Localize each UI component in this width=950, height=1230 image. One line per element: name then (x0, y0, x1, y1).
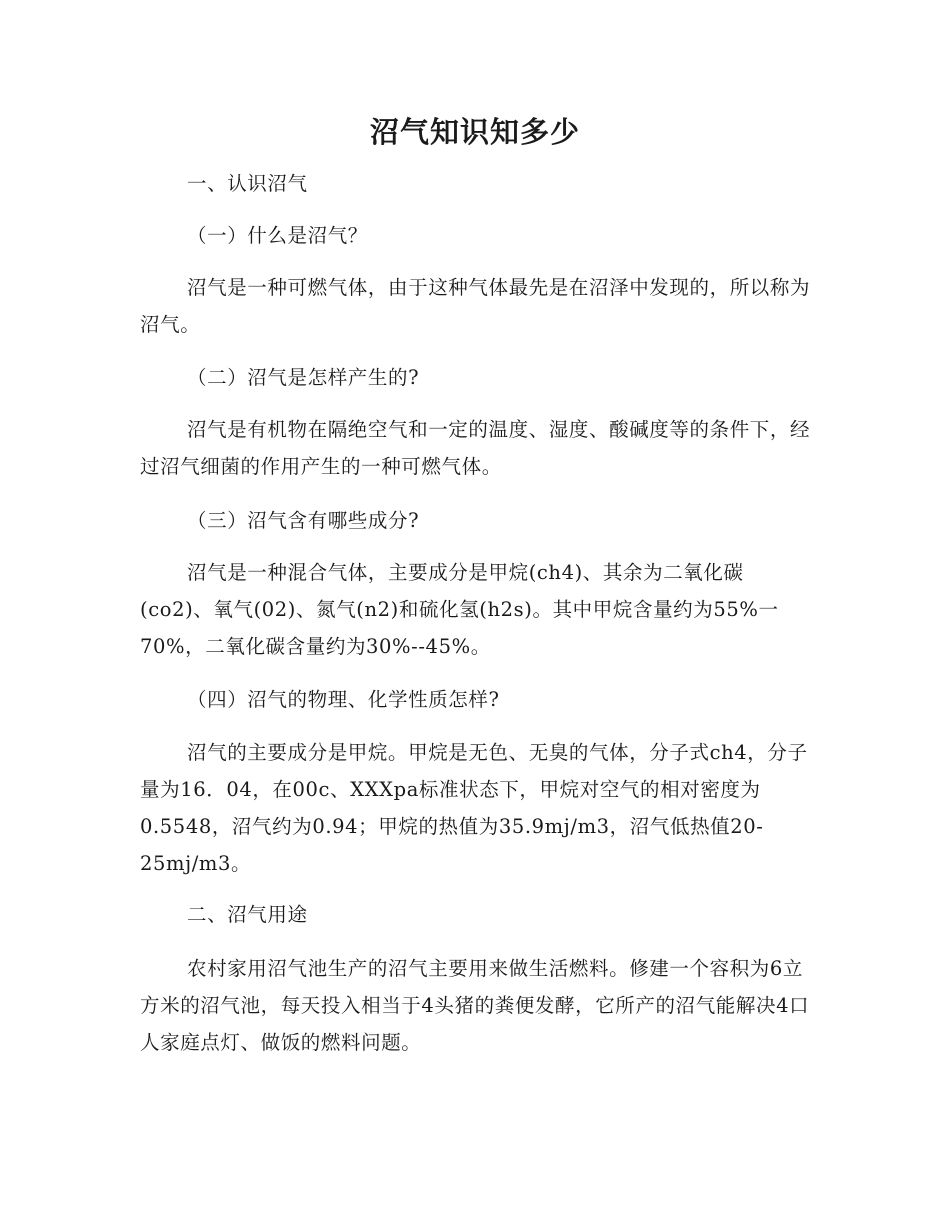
subheading-properties: （四）沼气的物理、化学性质怎样? (187, 688, 500, 711)
paragraph-production: 沼气是有机物在隔绝空气和一定的温度、湿度、酸碱度等的条件下，经过沼气细菌的作用产生的一种可燃气体。 (140, 418, 811, 478)
section-heading-1: 一、认识沼气 (187, 172, 308, 195)
subheading-what-is-biogas: （一）什么是沼气？ (187, 224, 368, 247)
document-title: 沼气知识知多少 (369, 115, 580, 149)
paragraph-components: 沼气是一种混合气体，主要成分是甲烷(ch4)、其余为二氧化碳(co2)、氧气(02)、氮气(n2)和硫化氢(h2s)。其中甲烷含量约为55%一70%，二氧化碳含量约为30%--45%。 (140, 561, 779, 658)
paragraph-definition: 沼气是一种可燃气体，由于这种气体最先是在沼泽中发现的，所以称为沼气。 (140, 276, 811, 336)
paragraph-uses: 农村家用沼气池生产的沼气主要用来做生活燃料。修建一个容积为6立方米的沼气池，每天投入相当于4头猪的粪便发酵，它所产的沼气能解决4口人家庭点灯、做饭的燃料问题。 (140, 957, 810, 1054)
subheading-how-produced: （二）沼气是怎样产生的? (187, 366, 420, 389)
paragraph-properties: 沼气的主要成分是甲烷。甲烷是无色、无臭的气体，分子式ch4，分子量为16．04，在00c、XXXpa标准状态下，甲烷对空气的相对密度为0.5548，沼气约为0.94；甲烷的热值为35.9mj/m3，沼气低热值20-25mj/m3。 (140, 741, 808, 875)
subheading-components: （三）沼气含有哪些成分? (187, 509, 420, 532)
section-heading-2: 二、沼气用途 (187, 903, 308, 926)
